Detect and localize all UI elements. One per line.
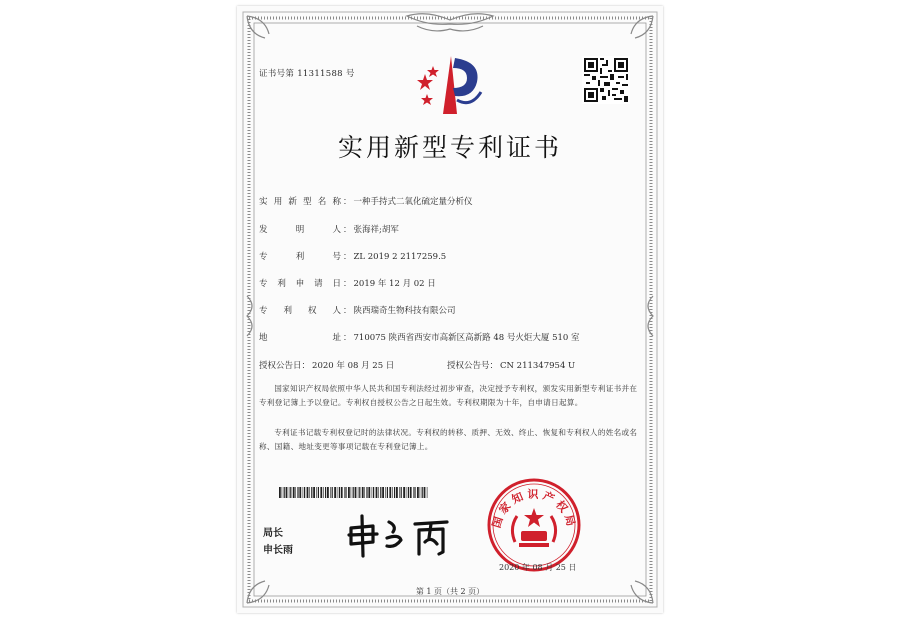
field-application-date: 专利申请日 ： 2019 年 12 月 02 日 — [259, 279, 436, 289]
field-value: ZL 2019 2 2117259.5 — [353, 252, 447, 262]
field-inventor: 发明人 ： 张海祥;胡军 — [259, 225, 399, 235]
field-label: 专利权人 — [259, 306, 341, 316]
certificate-number-label: 证书号第 — [259, 69, 295, 79]
field-label: 授权公告号 — [447, 361, 490, 371]
certificate-number-value: 11311588 — [297, 69, 343, 79]
qr-code-icon — [582, 56, 630, 104]
page-number: 第 1 页（共 2 页） — [415, 587, 485, 596]
barcode-icon — [279, 487, 429, 498]
field-label: 发明人 — [259, 225, 341, 235]
field-value: 陕西瑞奇生物科技有限公司 — [353, 306, 456, 316]
field-address: 地址 ： 710075 陕西省西安市高新区高新路 48 号火炬大厦 510 室 — [259, 333, 580, 343]
field-patent-number: 专利号 ： ZL 2019 2 2117259.5 — [259, 252, 447, 262]
grant-statement-paragraph: 国家知识产权局依照中华人民共和国专利法经过初步审查，决定授予专利权，颁发实用新型专利证书并在专利登记簿上予以登记。专利权自授权公告之日起生效。专利权期限为十年，自申请日起算。 — [259, 384, 638, 407]
official-seal-icon — [485, 476, 583, 574]
field-label: 地址 — [259, 333, 341, 343]
field-value: 一种手持式二氧化硫定量分析仪 — [353, 197, 473, 207]
certificate-title: 实用新型专利证书 — [337, 133, 562, 162]
field-grant-date: 授权公告日： 2020 年 08 月 25 日 — [259, 361, 395, 371]
field-value: CN 211347954 U — [500, 361, 576, 371]
patent-office-emblem-icon — [415, 52, 485, 118]
field-label: 专利申请日 — [259, 279, 341, 289]
field-label: 实用新型名称 — [259, 197, 341, 207]
field-utility-model-name: 实用新型名称 ： 一种手持式二氧化硫定量分析仪 — [259, 197, 473, 207]
field-value: 张海祥;胡军 — [353, 225, 399, 235]
director-name: 申长雨 — [263, 545, 293, 556]
field-patentee: 专利权人 ： 陕西瑞奇生物科技有限公司 — [259, 306, 456, 316]
field-grant-number: 授权公告号： CN 211347954 U — [447, 361, 576, 371]
certificate-number-suffix: 号 — [345, 69, 355, 79]
director-signature-icon — [343, 512, 453, 560]
director-title: 局长 — [263, 528, 283, 539]
seal-date: 2020 年 08 月 25 日 — [499, 563, 577, 572]
certificate-number — [259, 67, 355, 79]
legal-status-paragraph: 专利证书记载专利权登记时的法律状况。专利权的转移、质押、无效、终止、恢复和专利权人的姓名或名称、国籍、地址变更等事项记载在专利登记簿上。 — [259, 428, 638, 451]
field-value: 2019 年 12 月 02 日 — [353, 279, 436, 289]
patent-certificate — [237, 6, 663, 613]
field-value: 2020 年 08 月 25 日 — [312, 361, 395, 371]
field-label: 授权公告日 — [259, 361, 302, 371]
seal-text: 国家知识产权局 — [489, 487, 579, 531]
field-value: 710075 陕西省西安市高新区高新路 48 号火炬大厦 510 室 — [353, 333, 580, 343]
field-label: 专利号 — [259, 252, 341, 262]
